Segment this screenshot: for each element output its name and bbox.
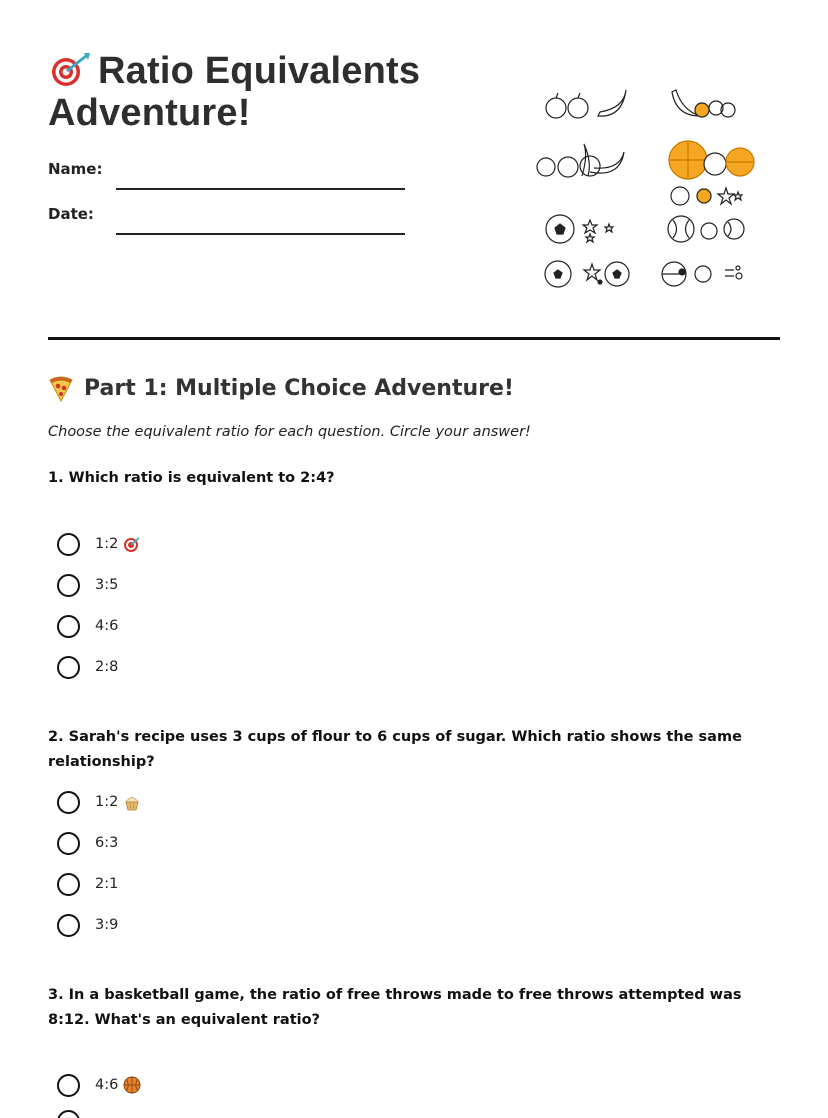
q1-option-d-radio[interactable]	[57, 656, 80, 679]
q1-option-b[interactable]	[57, 572, 118, 598]
small-balls-stars-group	[671, 187, 742, 205]
soccer-balls-group	[545, 261, 629, 287]
mixed-balls-group	[662, 262, 742, 286]
baseballs-group	[668, 216, 744, 242]
q2-option-d[interactable]	[57, 912, 118, 938]
q1-option-c-radio[interactable]	[57, 615, 80, 638]
target-icon	[123, 535, 141, 553]
question-1: 1. Which ratio is equivalent to 2:4?	[48, 470, 335, 486]
question-2: 2. Sarah's recipe uses 3 cups of flour to 6 cups of sugar. Which ratio shows the same relationship?	[48, 729, 742, 770]
worksheet-title-text: Ratio Equivalents Adventure!	[48, 50, 421, 134]
question-3: 3. In a basketball game, the ratio of free throws made to free throws attempted was 8:12. What's an equivalent ratio?	[48, 987, 742, 1028]
worksheet-title	[48, 50, 448, 134]
q2-option-b-radio[interactable]	[57, 832, 80, 855]
part1-heading	[48, 374, 514, 402]
q1-option-a-label: 1:2	[95, 536, 119, 552]
q1-option-a-radio[interactable]	[57, 533, 80, 556]
q2-option-b-label: 6:3	[95, 835, 119, 851]
q1-option-a[interactable]	[57, 531, 141, 557]
q2-option-c[interactable]	[57, 871, 118, 897]
q3-option-b-partial[interactable]	[57, 1108, 95, 1118]
name-input-line[interactable]	[116, 188, 405, 190]
name-label: Name:	[48, 160, 103, 178]
q1-option-d-label: 2:8	[95, 659, 119, 675]
q1-option-c-label: 4:6	[95, 618, 119, 634]
q2-option-a-label: 1:2	[95, 794, 119, 810]
q3-option-a-label: 4:6	[95, 1077, 119, 1093]
q2-option-a[interactable]	[57, 789, 141, 815]
q1-option-b-label: 3:5	[95, 577, 119, 593]
q2-option-a-radio[interactable]	[57, 791, 80, 814]
cupcake-icon	[123, 793, 141, 811]
q2-option-c-label: 2:1	[95, 876, 119, 892]
basketballs-group	[669, 141, 754, 179]
apples-bananas-group	[537, 144, 624, 177]
q2-option-c-radio[interactable]	[57, 873, 80, 896]
q2-option-d-radio[interactable]	[57, 914, 80, 937]
date-label: Date:	[48, 205, 94, 223]
pizza-icon	[48, 374, 74, 402]
section-divider	[48, 337, 780, 340]
soccer-stars-group	[546, 215, 613, 243]
part1-heading-text: Part 1: Multiple Choice Adventure!	[84, 375, 514, 401]
q3-option-b-radio[interactable]	[57, 1110, 80, 1118]
q3-option-a[interactable]	[57, 1072, 141, 1098]
fruit-and-balls-illustration	[530, 82, 770, 302]
q3-option-a-radio[interactable]	[57, 1074, 80, 1097]
date-input-line[interactable]	[116, 233, 405, 235]
q1-option-b-radio[interactable]	[57, 574, 80, 597]
banana-oranges-group	[672, 90, 735, 117]
worksheet-header	[48, 50, 448, 134]
q2-option-b[interactable]	[57, 830, 118, 856]
name-field-row	[48, 160, 405, 178]
apples-banana-group	[546, 90, 626, 118]
date-field-row	[48, 205, 405, 223]
part1-instructions: Choose the equivalent ratio for each question. Circle your answer!	[48, 424, 531, 440]
target-icon	[48, 51, 92, 87]
q2-option-d-label: 3:9	[95, 917, 119, 933]
basketball-icon	[123, 1076, 141, 1094]
q1-option-d[interactable]	[57, 654, 118, 680]
q1-option-c[interactable]	[57, 613, 118, 639]
